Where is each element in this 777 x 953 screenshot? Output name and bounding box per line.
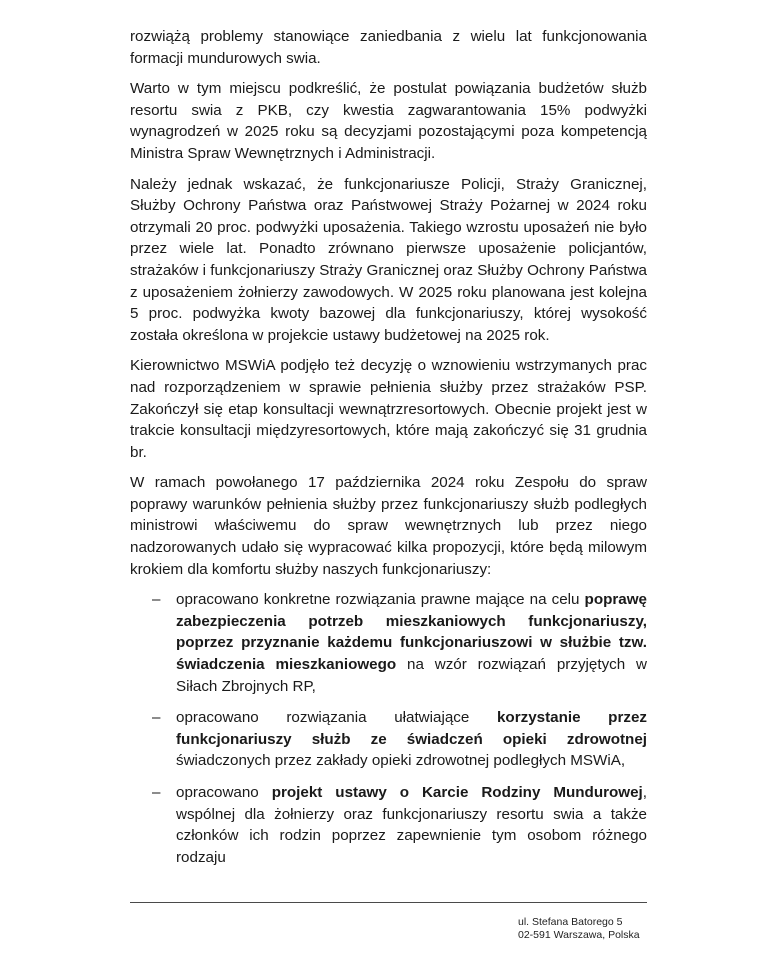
dash-marker: –: [152, 591, 161, 609]
dash-marker: –: [152, 784, 161, 801]
bullet-text: opracowano rozwiązania ułatwiające: [176, 709, 497, 727]
list-item: [130, 782, 647, 868]
paragraph: Należy jednak wskazać, że funkcjonariusze Policji, Straży Granicznej, Służby Ochrony Państwa oraz Państwowej Straży Pożarnej w 2024 roku otrzymali 20 proc. podwyżki uposażenia. Takiego wzrostu uposażeń nie było przez wiele lat. Ponadto zrównano pierwsze uposażenie policjantów, strażaków i funkcjonariuszy Straży Granicznej oraz Służby Ochrony Państwa z uposażeniem żołnierzy zawodowych. W 2025 roku planowana jest kolejna 5 proc. podwyżka kwoty bazowej dla funkcjonariuszy, której wysokość została określona w projekcie ustawy budżetowej na 2025 rok.: [130, 175, 647, 344]
bullet-bold-text: korzystanie przez funkcjonariuszy służb ze świadczeń opieki zdrowotnej: [176, 709, 647, 748]
address-line: ul. Stefana Batorego 5: [518, 916, 623, 928]
bullet-text: na wzór rozwiązań przyjętych w Siłach Zbrojnych RP,: [176, 656, 648, 695]
list-item: [130, 589, 647, 697]
paragraph: Kierownictwo MSWiA podjęło też decyzję o wznowieniu wstrzymanych prac nad rozporządzeniem w sprawie pełnienia służby przez strażaków PSP. Zakończył się etap konsultacji wewnątrzresortowych. Obecnie projekt jest w trakcie konsultacji międzyresortowych, które mają zakończyć się 31 grudnia br.: [130, 357, 647, 461]
bullet-bold-text: projekt ustawy o Karcie Rodziny Mundurowej: [271, 784, 643, 801]
bullet-text: świadczonych przez zakłady opieki zdrowotnej podległych MSWiA,: [176, 752, 626, 770]
document-body: [130, 26, 647, 878]
paragraph: W ramach powołanego 17 października 2024 roku Zespołu do spraw poprawy warunków pełnienia służby przez funkcjonariuszy służb podległych ministrowi właściwemu do spraw wewnętrznych lub przez niego nadzorowanych udało się wypracować kilka propozycji, które będą milowym krokiem dla komfortu służby naszych funkcjonariuszy:: [130, 474, 647, 578]
footer-address: [518, 916, 640, 942]
paragraph: Warto w tym miejscu podkreślić, że postulat powiązania budżetów służb resortu swia z PKB, czy kwestia zagwarantowania 15% podwyżki wynagrodzeń w 2025 roku są decyzjami pozostającymi poza kompetencją Ministra Spraw Wewnętrznych i Administracji.: [130, 80, 647, 162]
bullet-text: opracowano: [176, 784, 272, 801]
footer-divider: [130, 902, 647, 903]
dash-marker: –: [152, 709, 161, 727]
bullet-list: [130, 589, 647, 868]
list-item: [130, 707, 647, 772]
bullet-text: , wspólnej dla żołnierzy oraz funkcjonariuszy resortu swia a także członków ich rodzin poprzez zapewnienie tym osobom różnego rodzaju: [176, 784, 648, 866]
bullet-bold-text: poprawę zabezpieczenia potrzeb mieszkaniowych funkcjonariuszy, poprzez przyznanie każdemu funkcjonariuszowi w służbie tzw. świadczenia mieszkaniowego: [176, 591, 647, 674]
paragraph: rozwiążą problemy stanowiące zaniedbania z wielu lat funkcjonowania formacji mundurowych swia.: [130, 28, 647, 67]
address-line: 02-591 Warszawa, Polska: [518, 929, 640, 941]
bullet-text: opracowano konkretne rozwiązania prawne mające na celu: [176, 591, 585, 609]
